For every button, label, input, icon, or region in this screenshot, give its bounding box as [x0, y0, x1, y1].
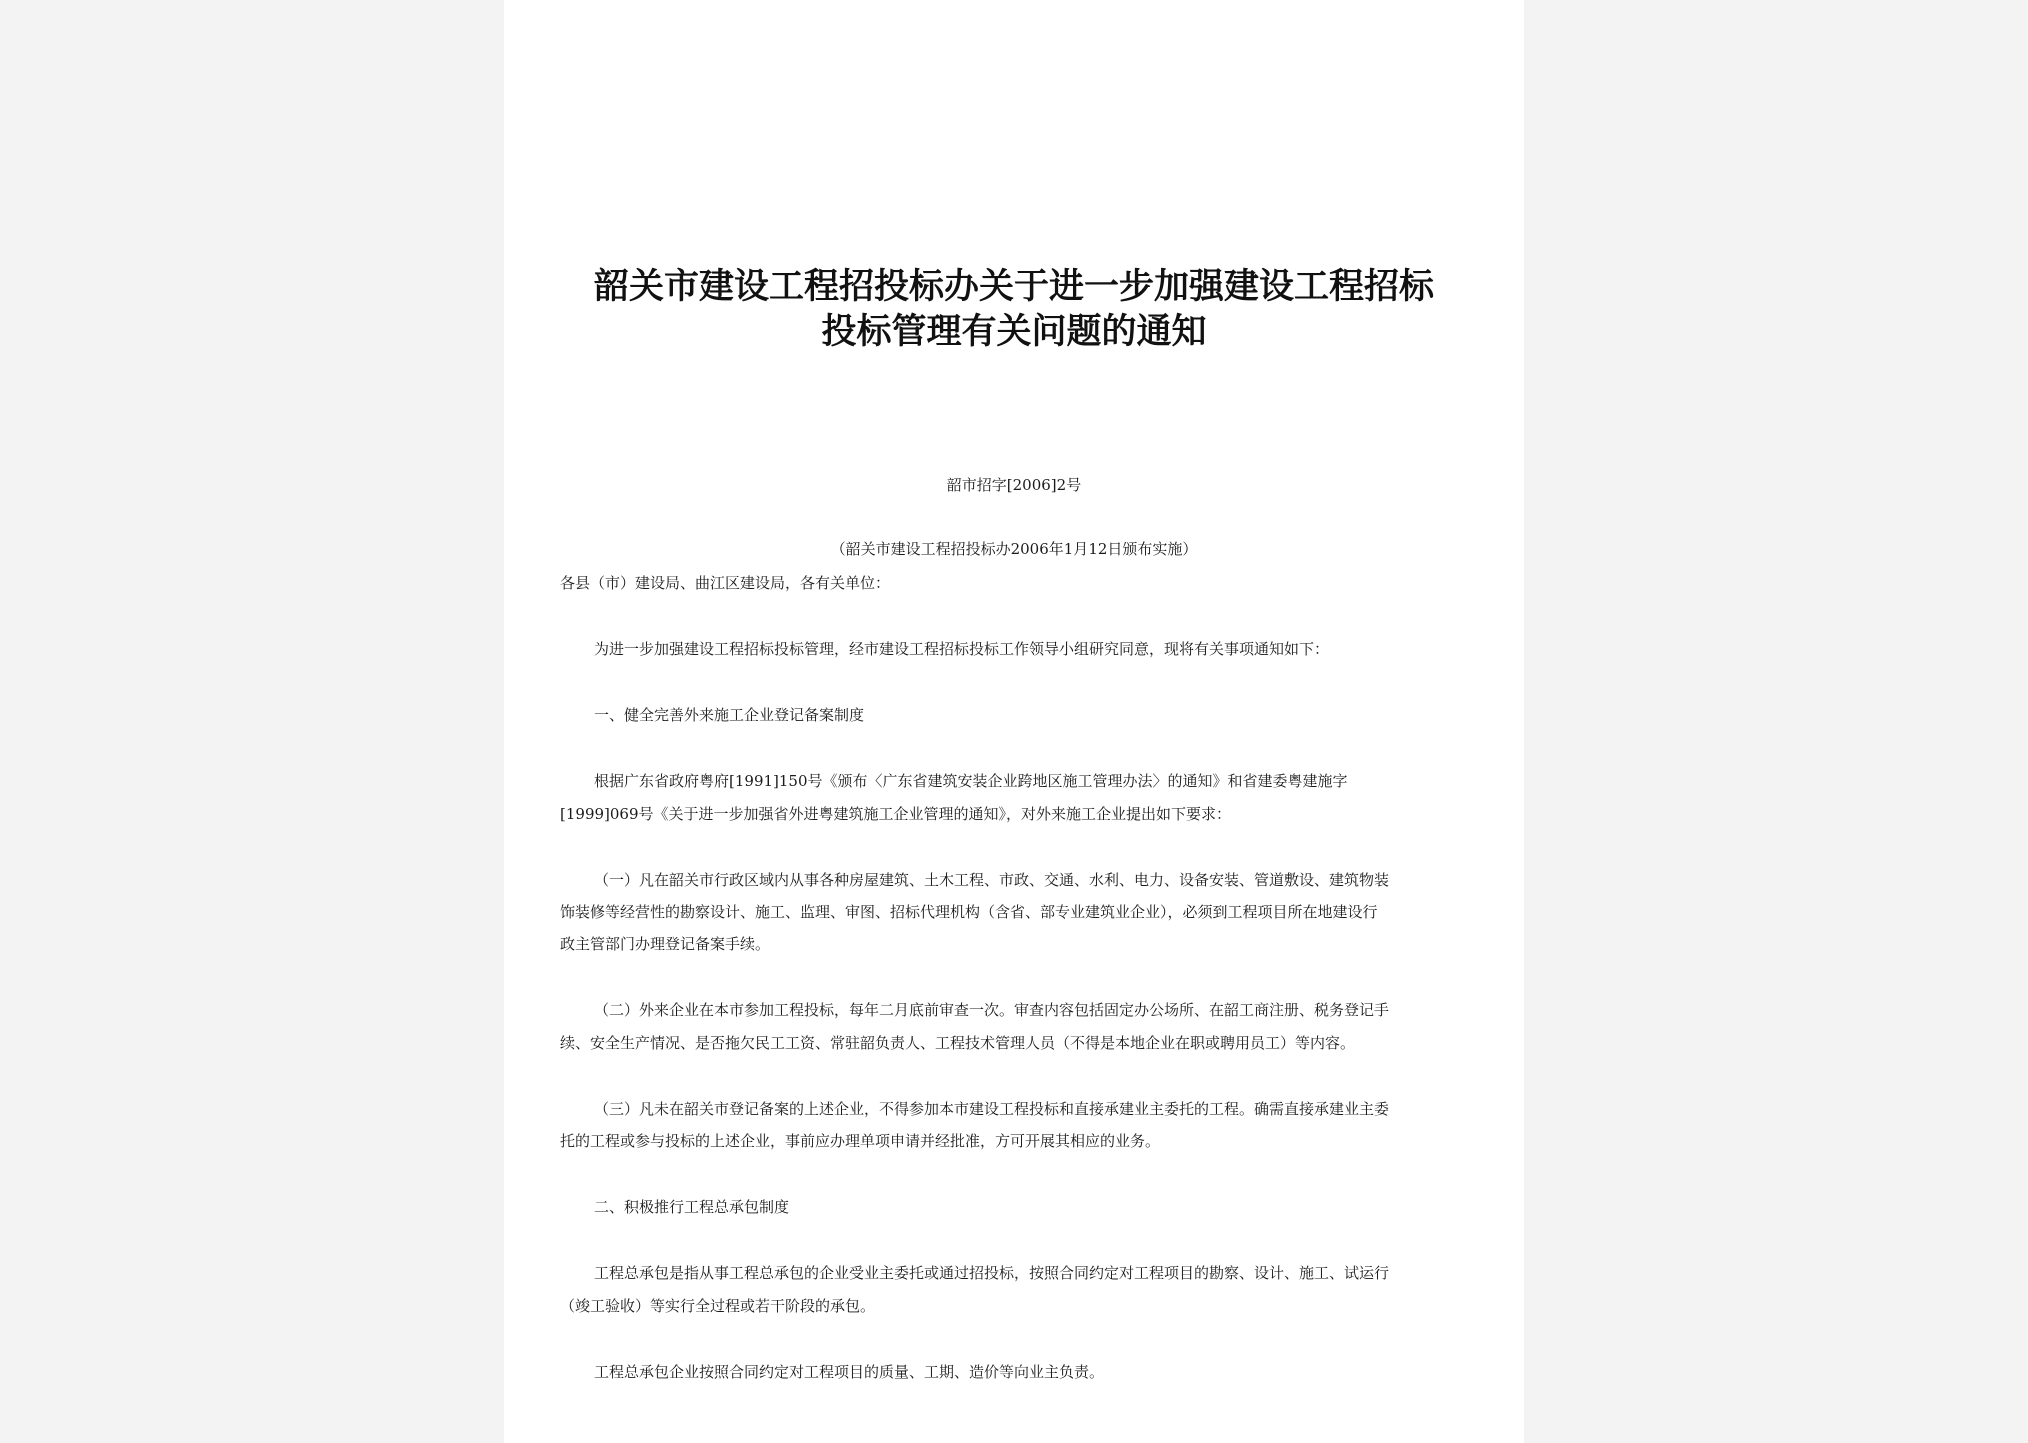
document-title-line-2: 投标管理有关问题的通知 [821, 312, 1207, 352]
section-2-definition-line-1: 工程总承包是指从事工程总承包的企业受业主委托或通过招投标，按照合同约定对工程项目的勘察、设计、施工、试运行 [594, 1264, 1390, 1282]
document-title-line-1: 韶关市建设工程招投标办关于进一步加强建设工程招标 [593, 267, 1434, 307]
item-2-line-2: 续、安全生产情况、是否拖欠民工工资、常驻韶负责人、工程技术管理人员（不得是本地企业在职或聘用员工）等内容。 [560, 1034, 1356, 1052]
section-2-definition-line-2: （竣工验收）等实行全过程或若干阶段的承包。 [560, 1297, 876, 1315]
item-1-line-1: （一）凡在韶关市行政区域内从事各种房屋建筑、土木工程、市政、交通、水利、电力、设备安装、管道敷设、建筑物装 [594, 871, 1390, 889]
section-2-responsibility: 工程总承包企业按照合同约定对工程项目的质量、工期、造价等向业主负责。 [594, 1363, 1105, 1381]
document-number: 韶市招字[2006]2号 [946, 476, 1082, 494]
addressee: 各县（市）建设局、曲江区建设局，各有关单位： [560, 574, 891, 592]
intro-paragraph: 为进一步加强建设工程招标投标管理，经市建设工程招标投标工作领导小组研究同意，现将有关事项通知如下： [594, 640, 1330, 658]
item-3-line-1: （三）凡未在韶关市登记备案的上述企业，不得参加本市建设工程投标和直接承建业主委托的工程。确需直接承建业主委 [594, 1100, 1390, 1118]
issue-note: （韶关市建设工程招投标办2006年1月12日颁布实施） [830, 540, 1198, 558]
item-1-line-2: 饰装修等经营性的勘察设计、施工、监理、审图、招标代理机构（含省、部专业建筑业企业），必须到工程项目所在地建设行 [560, 903, 1378, 921]
section-1-heading: 一、健全完善外来施工企业登记备案制度 [594, 706, 865, 724]
item-3-line-2: 托的工程或参与投标的上述企业，事前应办理单项申请并经批准，方可开展其相应的业务。 [560, 1132, 1161, 1150]
item-2-line-1: （二）外来企业在本市参加工程投标，每年二月底前审查一次。审查内容包括固定办公场所、在韶工商注册、税务登记手 [594, 1001, 1390, 1019]
item-1-line-3: 政主管部门办理登记备案手续。 [560, 935, 771, 953]
section-1-basis-line-2: [1999]069号《关于进一步加强省外进粤建筑施工企业管理的通知》，对外来施工企业提出如下要求： [560, 805, 1232, 823]
document-page [504, 0, 1524, 1443]
section-1-basis-line-1: 根据广东省政府粤府[1991]150号《颁布〈广东省建筑安装企业跨地区施工管理办法〉的通知》和省建委粤建施字 [594, 772, 1348, 790]
section-2-heading: 二、积极推行工程总承包制度 [594, 1198, 790, 1216]
